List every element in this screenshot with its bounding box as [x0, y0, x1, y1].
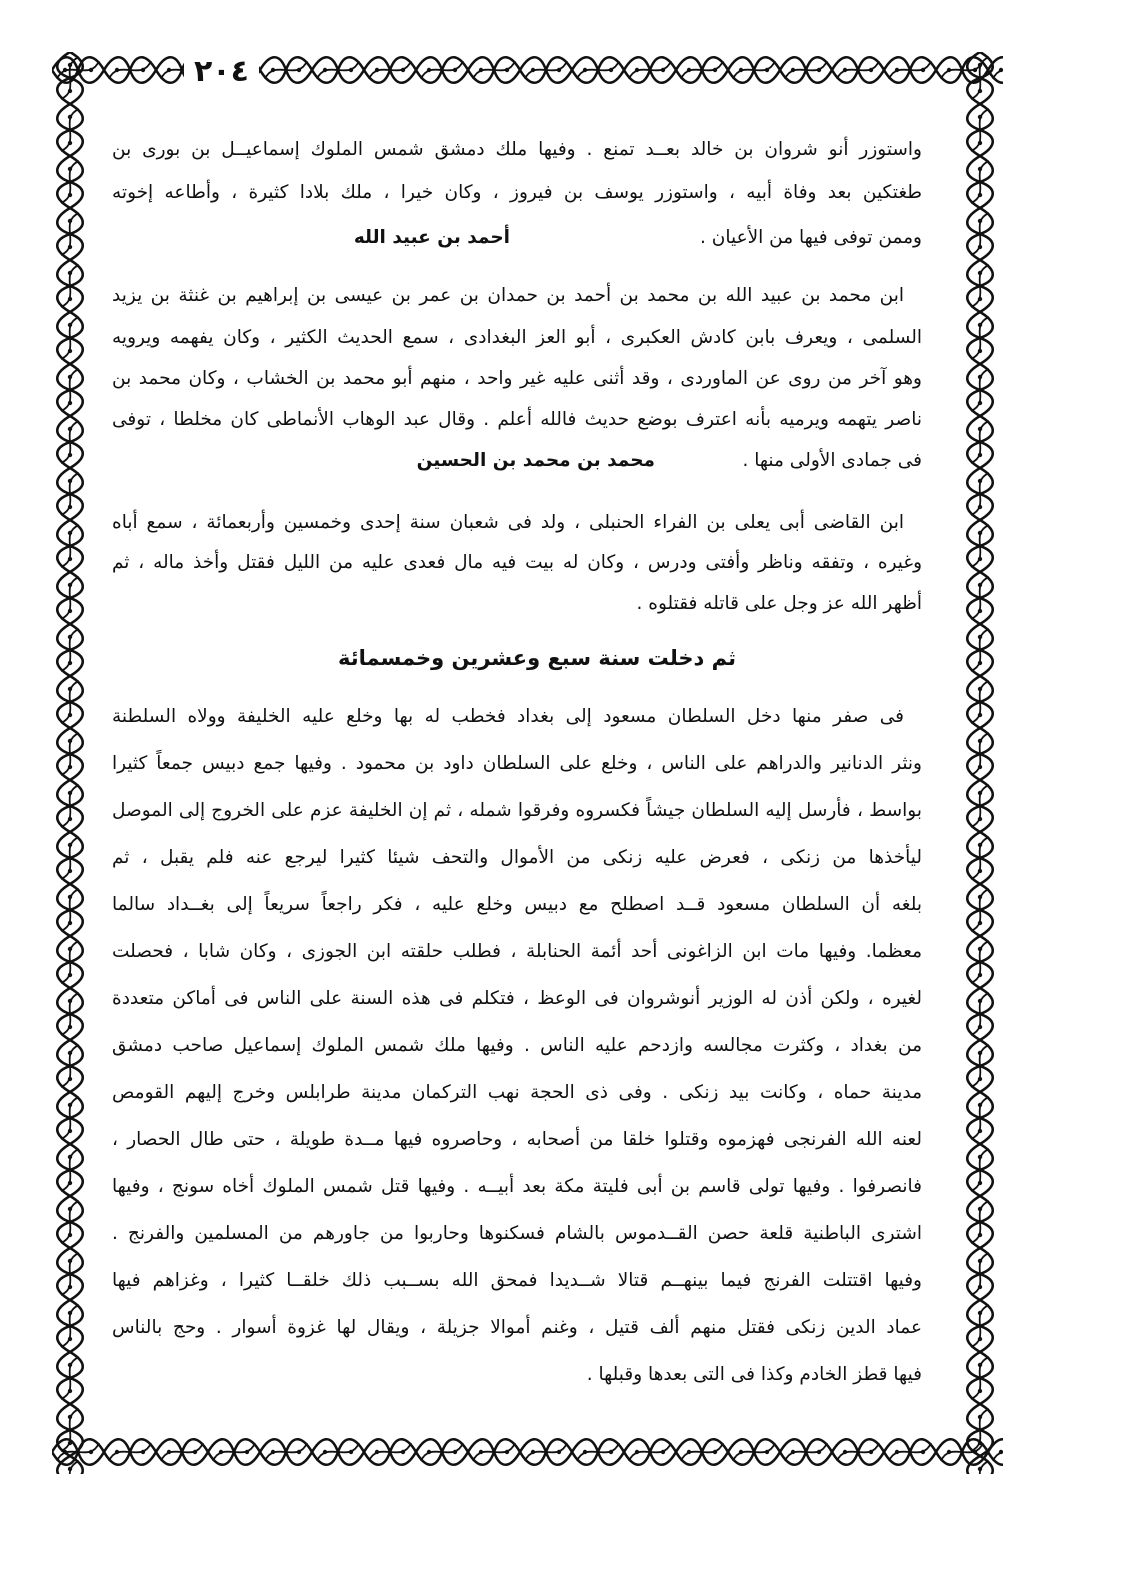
text-line: مدينة حماه ، وكانت بيد زنكى . وفى ذى الحجة نهب التركمان مدينة طرابلس وخرج إليهم القومص	[112, 1082, 922, 1103]
text-line: طغتكين بعد وفاة أبيه ، واستوزر يوسف بن فيروز ، وكان خيرا ، ملك بلادا كثيرة ، وأطاعه إخوته	[112, 182, 922, 203]
border-left	[48, 52, 92, 1474]
text-line: فيها قطز الخادم وكذا فى التى بعدها وقبلها .	[586, 1364, 922, 1385]
text-line: فانصرفوا . وفيها تولى قاسم بن أبى فليتة مكة بعد أبيــه . وفيها قتل شمس الملوك أخاه سونج ، وفيها	[112, 1176, 922, 1197]
text-line: واستوزر أنو شروان بن خالد بعــد تمنع . وفيها ملك دمشق شمس الملوك إسماعيــل بن بورى بن	[112, 139, 922, 160]
text-line: ليأخذها من زنكى ، فعرض عليه زنكى من الأموال والتحف شيئا كثيرا ليرجع عنه فلم يقبل ، ثم	[112, 847, 922, 868]
text-line: وممن توفى فيها من الأعيان .	[700, 227, 922, 248]
text-line: ابن محمد بن عبيد الله بن محمد بن أحمد بن حمدان بن عمر بن عيسى بن إبراهيم بن غنثة بن يزيد	[112, 285, 904, 306]
text-line: فى صفر منها دخل السلطان مسعود إلى بغداد فخطب له بها وخلع عليه الخليفة وولاه السلطنة	[112, 706, 904, 727]
text-line: من بغداد ، وكثرت مجالسه وازدحم عليه الناس . وفيها ملك شمس الملوك إسماعيل صاحب دمشق	[112, 1035, 922, 1056]
text-line: اشترى الباطنية قلعة حصن القــدموس بالشام فسكنوها وحاربوا من جاورهم من المسلمين والفرنج .	[112, 1223, 922, 1244]
border-right	[958, 52, 1002, 1474]
obituary-name: محمد بن محمد بن الحسين	[416, 450, 655, 471]
text-line: أظهر الله عز وجل على قاتله فقتلوه .	[636, 593, 922, 614]
obituary-name: أحمد بن عبيد الله	[353, 227, 510, 248]
text-line: عماد الدين زنكى فقتل منهم ألف قتيل ، وغنم أموالا جزيلة ، ويقال لها غزوة أسوار . وحج بالناس	[112, 1317, 922, 1338]
text-line: معظما. وفيها مات ابن الزاغونى أحد أئمة الحنابلة ، فطلب حلقته ابن الجوزى ، وكان شابا ، فحصلت	[112, 941, 922, 962]
text-line: ناصر يتهمه ويرميه بأنه اعترف بوضع حديث فالله أعلم . وقال عبد الوهاب الأنماطى كان مخلطا ، توفى	[112, 409, 922, 430]
text-line: بلغه أن السلطان مسعود قــد اصطلح مع دبيس وخلع عليه ، فكر راجعاً سريعاً إلى بغــداد سالما	[112, 894, 922, 915]
text-line: وفيها اقتتلت الفرنج فيما بينهــم قتالا شــديدا فمحق الله بســبب ذلك خلقــا كثيرا ، وغزاهم فيها	[112, 1270, 922, 1291]
border-bottom	[52, 1430, 1003, 1474]
text-line: لعنه الله الفرنجى فهزموه وقتلوا خلقا من أصحابه ، وحاصروه فيها مــدة طويلة ، حتى طال الحصار ،	[112, 1129, 922, 1150]
text-line: السلمى ، ويعرف بابن كادش العكبرى ، أبو العز البغدادى ، سمع الحديث الكثير ، وكان يفهمه ويرويه	[112, 327, 922, 348]
text-line: ونثر الدنانير والدراهم على الناس ، وخلع على السلطان داود بن محمود . وفيها جمع دبيس جمعاً كثيرا	[112, 753, 922, 774]
text-line: لغيره ، ولكن أذن له الوزير أنوشروان فى الوعظ ، فتكلم فى هذه السنة على الناس فى أماكن متعددة	[112, 988, 922, 1009]
text-line: وهو آخر من روى عن الماوردى ، وقد أثنى عليه غير واحد ، منهم أبو محمد بن الخشاب ، وكان محمد بن	[112, 368, 922, 389]
text-line: ابن القاضى أبى يعلى بن الفراء الحنبلى ، ولد فى شعبان سنة إحدى وخمسين وأربعمائة ، سمع أباه	[112, 512, 904, 533]
text-line: بواسط ، فأرسل إليه السلطان جيشاً فكسروه وفرقوا شمله ، ثم إن الخليفة عزم على الخروج إلى الموصل	[112, 800, 922, 821]
page-number: ٢٠٤	[184, 50, 259, 94]
text-line: فى جمادى الأولى منها .	[742, 450, 922, 471]
year-heading: ثم دخلت سنة سبع وعشرين وخمسمائة	[338, 646, 736, 670]
text-line: وغيره ، وتفقه وناظر وأفتى ودرس ، وكان له بيت فيه مال فعدى عليه من الليل فقتل وأخذ ماله ، ثم	[112, 552, 922, 573]
